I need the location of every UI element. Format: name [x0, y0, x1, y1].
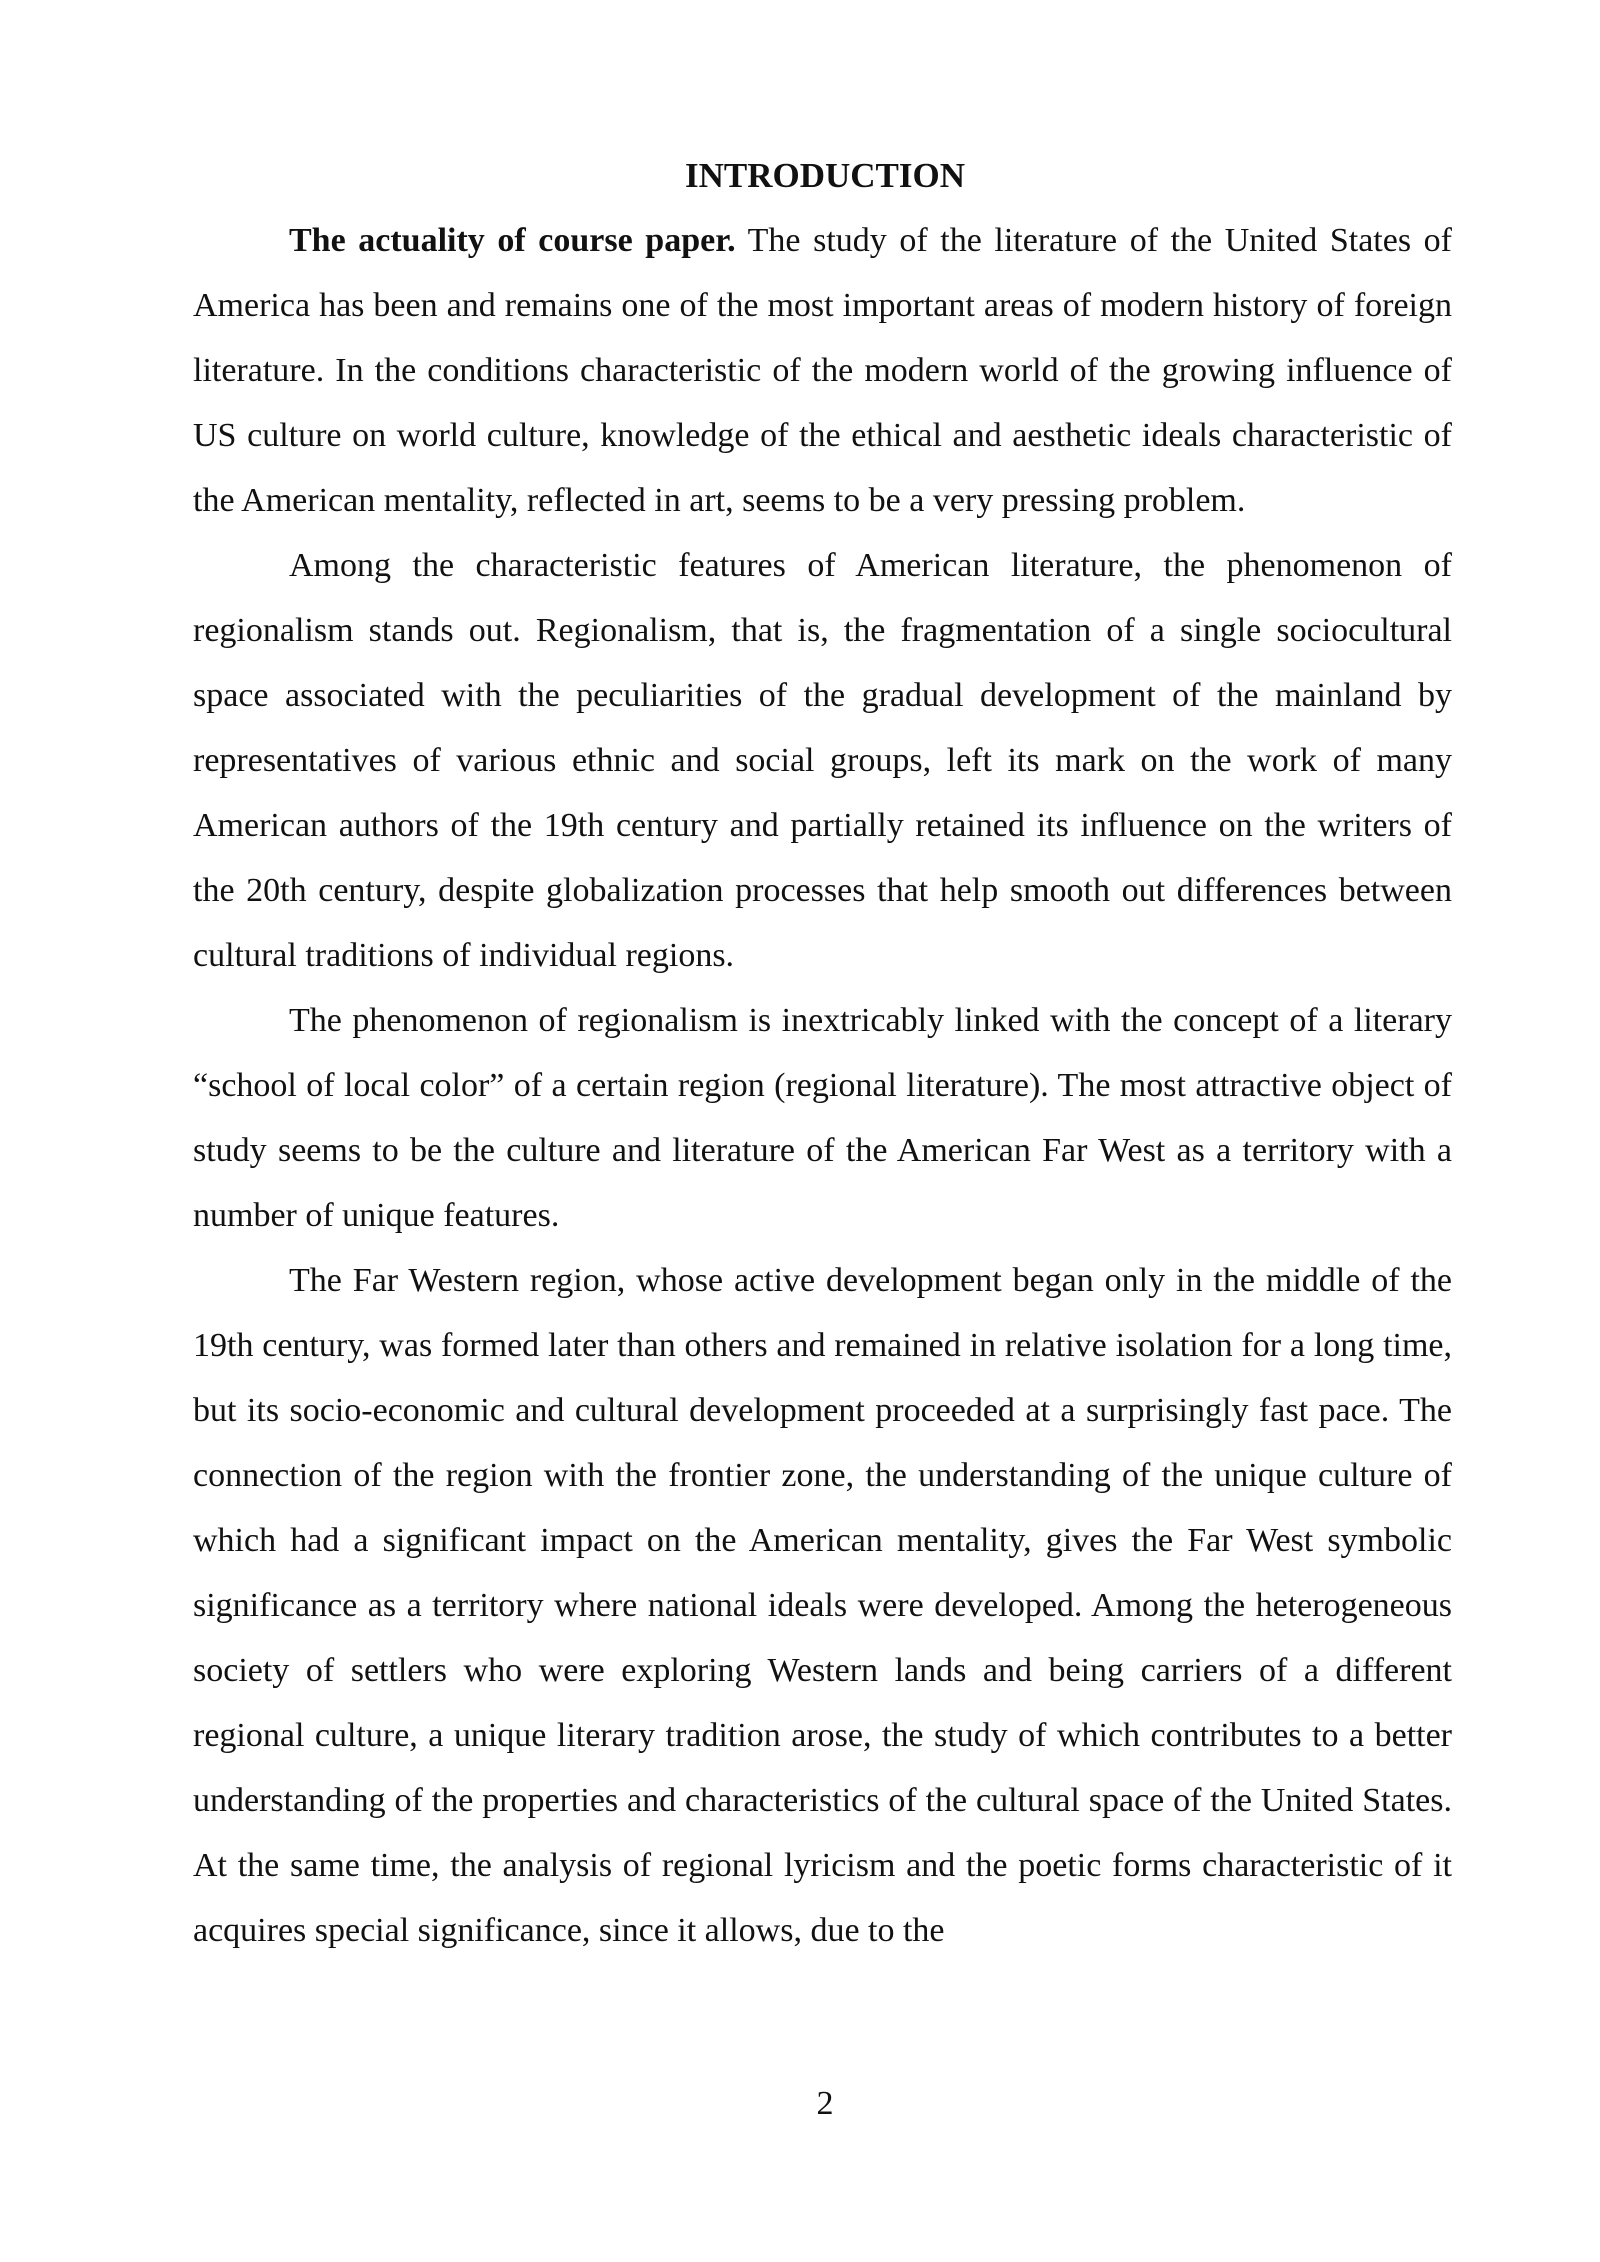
section-heading: INTRODUCTION [684, 156, 966, 195]
paragraph-text: The study of the literature of the United States of America has been and remains one of the most important areas of modern history of foreign literature. In the conditions characteristic of the modern world of the growing influence of US culture on world culture, knowledge of the ethical and aesthetic ideals characteristic of the American mentality, reflected in art, seems to be a very pressing problem. [193, 222, 1452, 519]
paragraph-regionalism: Among the characteristic features of American literature, the phenomenon of regionalism stands out. Regionalism, that is, the fragmentation of a single sociocultural space associated with the peculiarities of the gradual development of the mainland by representatives of various ethnic and social groups, left its mark on the work of many American authors of the 19th century and partially retained its influence on the writers of the 20th century, despite globalization processes that help smooth out differences between cultural traditions of individual regions. [193, 547, 1452, 974]
paragraph-actuality [193, 208, 1452, 533]
body-text [193, 208, 1452, 1963]
paragraph-lead: The actuality of course paper. [289, 222, 736, 259]
paragraph-local-color: The phenomenon of regionalism is inextricably linked with the concept of a literary “school of local color” of a certain region (regional literature). The most attractive object of study seems to be the culture and literature of the American Far West as a territory with a number of unique features. [193, 1002, 1452, 1234]
paragraph-far-west: The Far Western region, whose active development began only in the middle of the 19th century, was formed later than others and remained in relative isolation for a long time, but its socio-economic and cultural development proceeded at a surprisingly fast pace. The connection of the region with the frontier zone, the understanding of the unique culture of which had a significant impact on the American mentality, gives the Far West symbolic significance as a territory where national ideals were developed. Among the heterogeneous society of settlers who were exploring Western lands and being carriers of a different regional culture, a unique literary tradition arose, the study of which contributes to a better understanding of the properties and characteristics of the cultural space of the United States. At the same time, the analysis of regional lyricism and the poetic forms characteristic of it acquires special significance, since it allows, due to the [193, 1262, 1452, 1949]
page-number: 2 [816, 2085, 834, 2122]
